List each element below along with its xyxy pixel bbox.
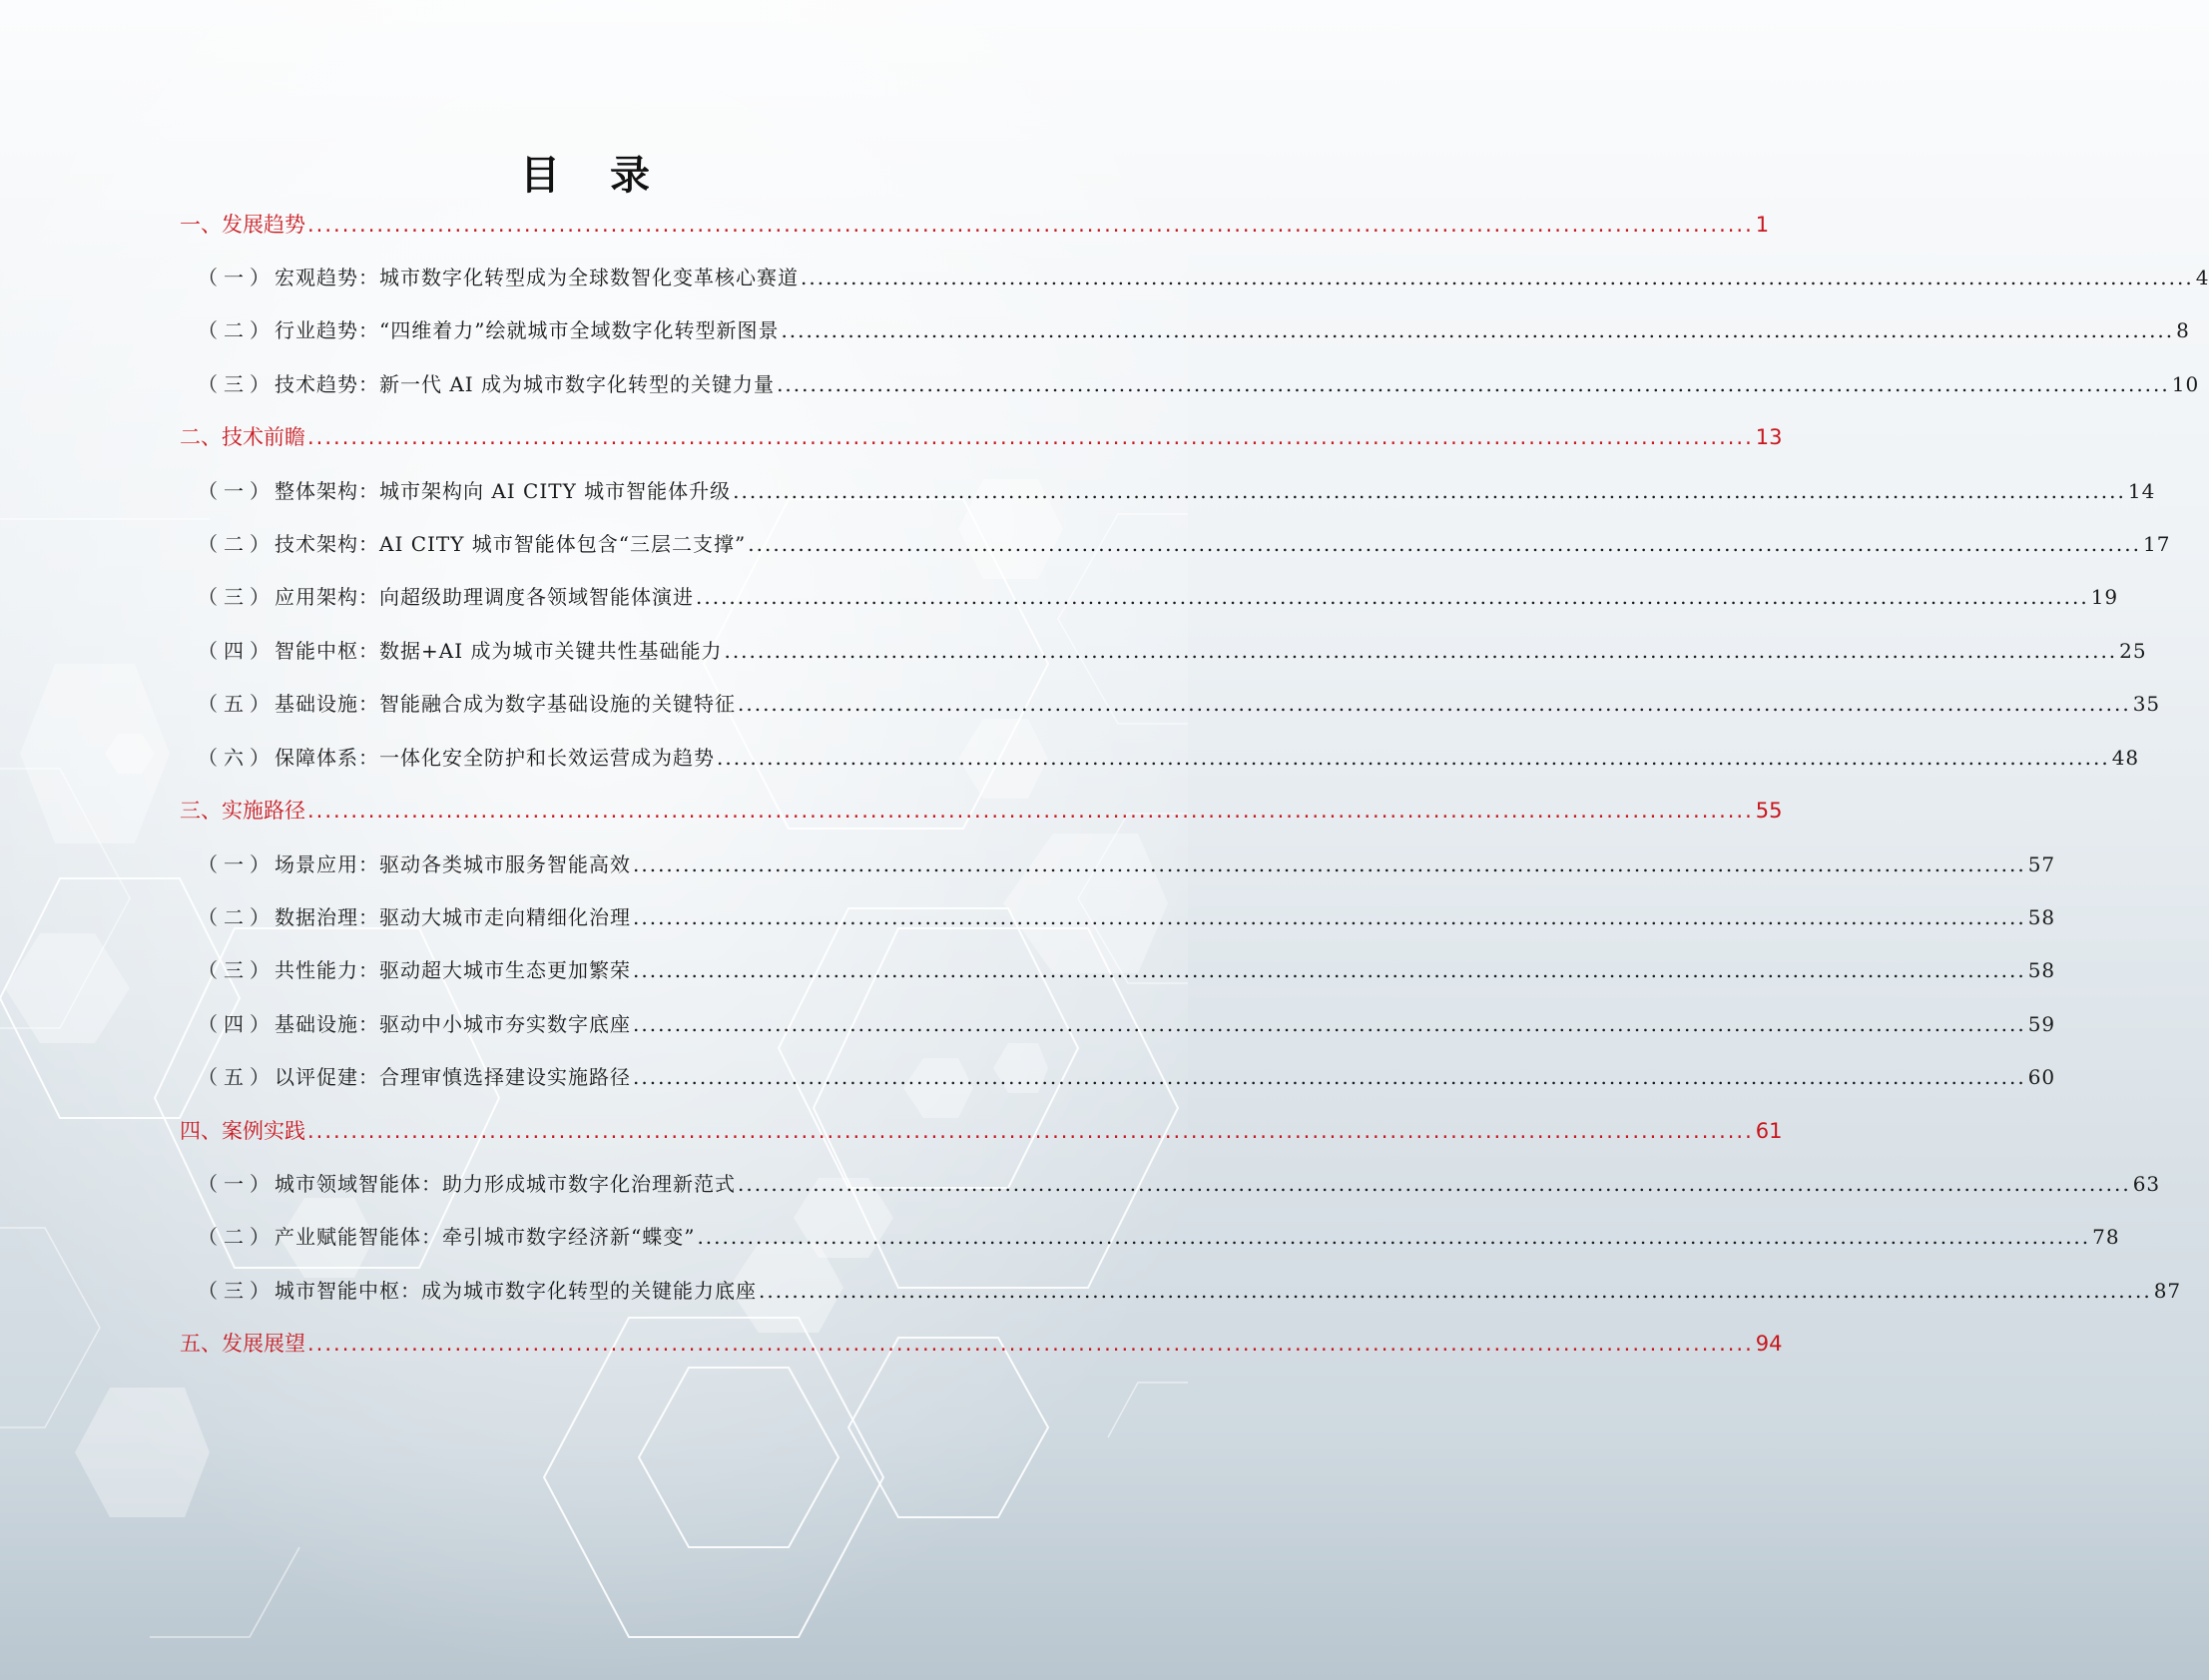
page-title: 目 录 (520, 153, 668, 199)
toc-label: 行业趋势：“四维着力”绘就城市全域数字化转型新图景 (275, 318, 780, 342)
toc-page-number: 10 (2171, 372, 2200, 396)
toc-page-number: 13 (1755, 425, 1783, 449)
toc-page-number: 87 (2153, 1279, 2182, 1303)
toc-subsection-1-2[interactable] (198, 304, 2190, 357)
dot-leader (779, 304, 2176, 357)
toc-subsection-1-3[interactable] (198, 358, 2200, 411)
toc-number: （六） (198, 746, 276, 770)
toc-subsection-3-2[interactable] (198, 891, 2056, 944)
toc-number: 四、 (180, 1119, 222, 1143)
dot-leader (695, 1211, 2092, 1264)
dot-leader (736, 678, 2133, 731)
toc-subsection-3-3[interactable] (198, 944, 2056, 997)
toc-page-number: 60 (2027, 1065, 2056, 1089)
toc-subsection-2-4[interactable] (198, 625, 2147, 678)
toc-number: （五） (198, 692, 276, 716)
toc-subsection-2-2[interactable] (198, 518, 2171, 571)
toc-subsection-2-6[interactable] (198, 732, 2140, 785)
toc-number: （三） (198, 958, 276, 982)
toc-section-1[interactable] (180, 199, 1770, 252)
dot-leader (746, 518, 2143, 571)
toc-page-number: 35 (2132, 692, 2161, 716)
toc-number: （一） (198, 852, 276, 876)
toc-number: 三、 (180, 799, 222, 823)
toc-label: 以评促建：合理审慎选择建设实施路径 (275, 1065, 631, 1089)
toc-label: 城市领域智能体：助力形成城市数字化治理新范式 (275, 1172, 736, 1196)
toc-label: 案例实践 (222, 1119, 305, 1143)
toc-number: （一） (198, 266, 276, 289)
toc-section-3[interactable] (180, 785, 1783, 838)
toc-page-number: 94 (1755, 1332, 1783, 1356)
toc-number: （三） (198, 372, 276, 396)
toc-label: 整体架构：城市架构向 AI CITY 城市智能体升级 (275, 479, 732, 503)
toc-subsection-4-1[interactable] (198, 1158, 2161, 1211)
toc-page-number: 14 (2127, 479, 2156, 503)
toc-section-4[interactable] (180, 1105, 1783, 1158)
toc-label: 共性能力：驱动超大城市生态更加繁荣 (275, 958, 631, 982)
toc-section-2[interactable] (180, 411, 1783, 464)
toc-label: 技术架构：AI CITY 城市智能体包含“三层二支撑” (275, 532, 747, 556)
toc-number: 五、 (180, 1332, 222, 1356)
dot-leader (305, 1105, 1756, 1158)
dot-leader (799, 252, 2196, 304)
toc-label: 基础设施：驱动中小城市夯实数字底座 (275, 1012, 631, 1036)
toc-label: 智能中枢：数据+AI 成为城市关键共性基础能力 (275, 639, 723, 663)
toc-number: （二） (198, 532, 276, 556)
dot-leader (305, 411, 1756, 464)
dot-leader (631, 944, 2028, 997)
toc-subsection-3-1[interactable] (198, 839, 2056, 891)
toc-number: （二） (198, 905, 276, 929)
dot-leader (715, 732, 2112, 785)
dot-leader (736, 1158, 2133, 1211)
dot-leader (631, 891, 2028, 944)
toc-number: （四） (198, 639, 276, 663)
toc-number: （二） (198, 1225, 276, 1249)
toc-subsection-2-1[interactable] (198, 465, 2156, 518)
dot-leader (305, 1318, 1756, 1371)
toc-label: 城市智能中枢：成为城市数字化转型的关键能力底座 (275, 1279, 757, 1303)
toc-label: 宏观趋势：城市数字化转型成为全球数智化变革核心赛道 (275, 266, 799, 289)
toc-page-number: 4 (2195, 266, 2209, 289)
toc-number: （三） (198, 585, 276, 609)
toc-page-number: 58 (2027, 905, 2056, 929)
dot-leader (722, 625, 2119, 678)
dot-leader (305, 785, 1756, 838)
toc-label: 数据治理：驱动大城市走向精细化治理 (275, 905, 631, 929)
toc-label: 技术趋势：新一代 AI 成为城市数字化转型的关键力量 (275, 372, 776, 396)
toc-section-5[interactable] (180, 1318, 1783, 1371)
toc-label: 实施路径 (222, 799, 305, 823)
toc-subsection-4-3[interactable] (198, 1265, 2182, 1318)
toc-subsection-3-4[interactable] (198, 998, 2056, 1051)
toc-page-number: 1 (1755, 213, 1770, 237)
toc-page-number: 25 (2119, 639, 2147, 663)
toc-page-number: 58 (2027, 958, 2056, 982)
toc-page-number: 19 (2090, 585, 2119, 609)
toc-label: 发展展望 (222, 1332, 305, 1356)
toc-label: 发展趋势 (222, 213, 305, 237)
toc-page-number: 8 (2176, 318, 2190, 342)
dot-leader (631, 998, 2028, 1051)
toc-number: （一） (198, 479, 276, 503)
dot-leader (631, 1051, 2028, 1104)
toc-number: （三） (198, 1279, 276, 1303)
toc-label: 保障体系：一体化安全防护和长效运营成为趋势 (275, 746, 715, 770)
toc-label: 基础设施：智能融合成为数字基础设施的关键特征 (275, 692, 736, 716)
toc-label: 技术前瞻 (222, 425, 305, 449)
toc-number: 一、 (180, 213, 222, 237)
dot-leader (775, 358, 2172, 411)
dot-leader (694, 571, 2091, 624)
dot-leader (631, 839, 2028, 891)
toc-page-number: 59 (2027, 1012, 2056, 1036)
dot-leader (757, 1265, 2154, 1318)
toc-page-number: 17 (2142, 532, 2171, 556)
toc-page-number: 63 (2132, 1172, 2161, 1196)
toc-subsection-2-3[interactable] (198, 571, 2119, 624)
toc-number: 二、 (180, 425, 222, 449)
toc-label: 应用架构：向超级助理调度各领域智能体演进 (275, 585, 694, 609)
toc-number: （一） (198, 1172, 276, 1196)
toc-subsection-1-1[interactable] (198, 252, 2209, 304)
toc-page-number: 57 (2027, 852, 2056, 876)
toc-number: （二） (198, 318, 276, 342)
toc-page-number: 48 (2111, 746, 2140, 770)
toc-subsection-4-2[interactable] (198, 1211, 2120, 1264)
toc-label: 场景应用：驱动各类城市服务智能高效 (275, 852, 631, 876)
dot-leader (731, 465, 2128, 518)
toc-page-number: 55 (1755, 799, 1783, 823)
toc-page-number: 61 (1755, 1119, 1783, 1143)
toc-page-number: 78 (2092, 1225, 2120, 1249)
dot-leader (305, 199, 1756, 252)
toc-subsection-3-5[interactable] (198, 1051, 2056, 1104)
toc-number: （四） (198, 1012, 276, 1036)
toc-label: 产业赋能智能体：牵引城市数字经济新“蝶变” (275, 1225, 696, 1249)
toc-number: （五） (198, 1065, 276, 1089)
toc-subsection-2-5[interactable] (198, 678, 2161, 731)
